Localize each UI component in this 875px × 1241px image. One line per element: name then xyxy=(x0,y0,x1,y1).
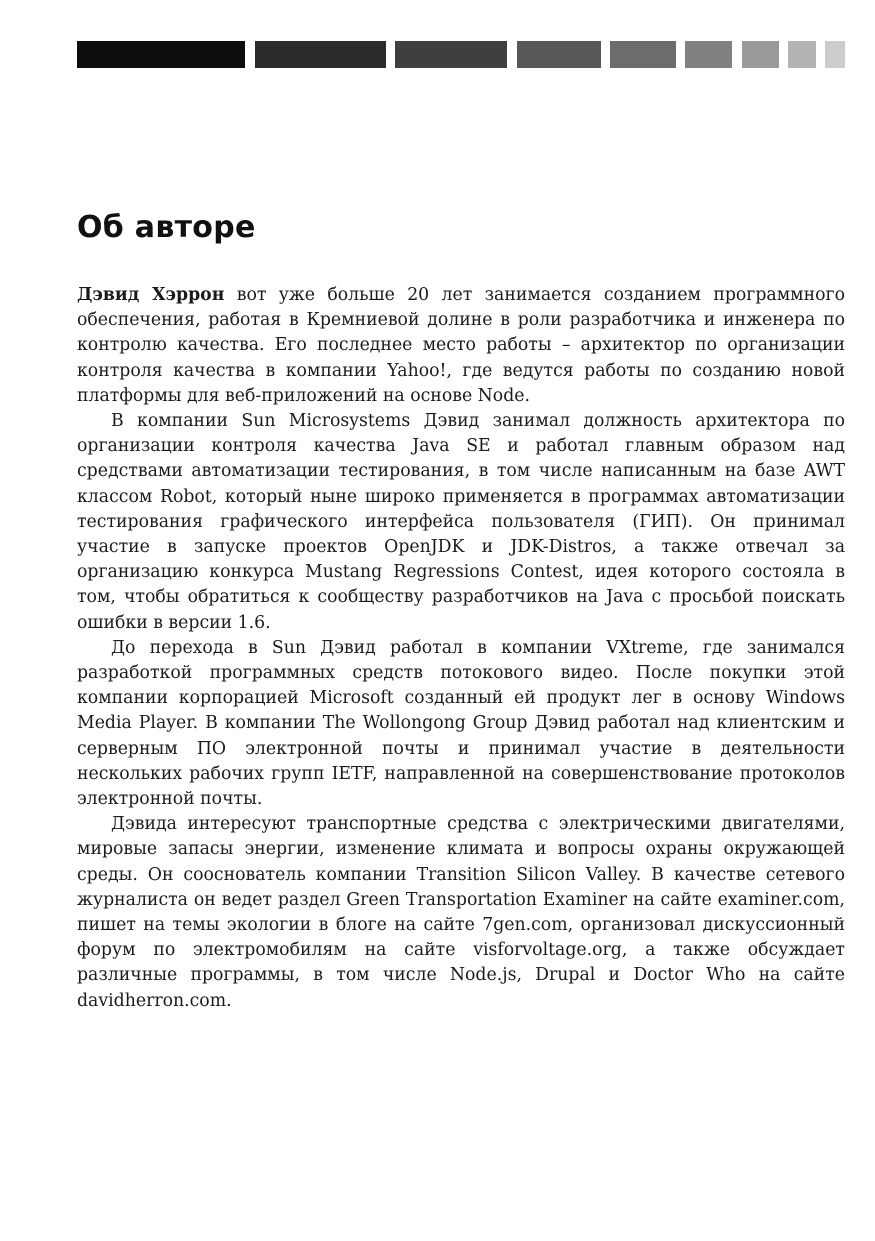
bar-segment-1 xyxy=(77,41,245,68)
bar-segment-5 xyxy=(610,41,676,68)
paragraph-1-text: вот уже больше 20 лет занимается созданием программного обеспечения, работая в Кремниевой долине в роли разработчика и инженера по контролю качества. Его последнее место работы – архитектор по организации контроля качества в компании Yahoo!, где ведутся работы по созданию новой платформы для веб-приложений на основе Node. xyxy=(77,285,845,406)
page-title: Об авторе xyxy=(77,210,256,245)
paragraph-3: До перехода в Sun Дэвид работал в компании VXtreme, где занимался разработкой программных средств потокового видео. После покупки этой компании корпорацией Microsoft созданный ей продукт лег в основу Windows Media Player. В компании The Wollongong Group Дэвид работал над клиентским и серверным ПО электронной почты и принимал участие в деятельности нескольких рабочих групп IETF, направленной на совершенствование протоколов электронной почты. xyxy=(77,637,845,810)
bar-segment-6 xyxy=(685,41,732,68)
header-decorative-bar xyxy=(77,41,845,68)
paragraph-1 xyxy=(77,283,845,409)
biography-text xyxy=(77,283,845,1014)
author-name: Дэвид Хэррон xyxy=(77,285,225,305)
paragraph-2: В компании Sun Microsystems Дэвид занимал должность архитектора по организации контроля качества Java SE и работал главным образом над средствами автоматизации тестирования, в том числе написанным на базе AWT классом Robot, который ныне широко применяется в программах автоматизации тестирования графического интерфейса пользователя (ГИП). Он принимал участие в запуске проектов OpenJDK и JDK-Distros, а также отвечал за организацию конкурса Mustang Regressions Contest, идея которого состояла в том, чтобы обратиться к сообществу разработчиков на Java с просьбой поискать ошибки в версии 1.6. xyxy=(77,411,845,633)
bar-segment-7 xyxy=(742,41,779,68)
bar-segment-3 xyxy=(395,41,507,68)
bar-segment-4 xyxy=(517,41,601,68)
paragraph-4: Дэвида интересуют транспортные средства с электрическими двигателями, мировые запасы энергии, изменение климата и вопросы охраны окружающей среды. Он сооснователь компании Transition Silicon Valley. В качестве сетевого журналиста он ведет раздел Green Transportation Examiner на сайте examiner.com, пишет на темы экологии в блоге на сайте 7gen.com, организовал дискуссионный форум по электромобилям на сайте visforvoltage.org, а также обсуждает различные программы, в том числе Node.js, Drupal и Doctor Who на сайте davidherron.com. xyxy=(77,814,845,1011)
bar-segment-2 xyxy=(255,41,386,68)
bar-segment-9 xyxy=(825,41,845,68)
bar-segment-8 xyxy=(788,41,816,68)
